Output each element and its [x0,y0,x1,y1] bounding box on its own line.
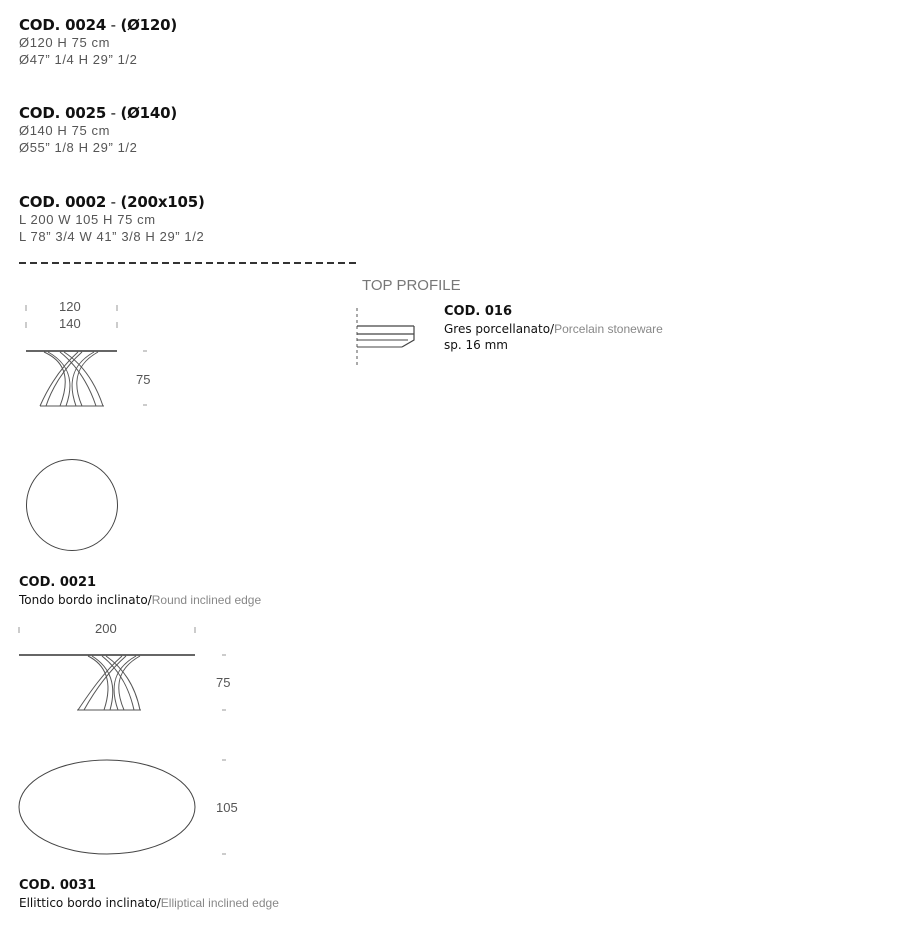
depth-105-label: 105 [216,800,238,815]
code-separator: - [106,16,121,34]
profile-code: COD. 016 [444,304,512,319]
elliptical-edge-code: COD. 0031 [19,878,97,893]
dim-metric: L 200 W 105 H 75 cm [19,212,156,227]
dim-metric: Ø120 H 75 cm [19,35,111,50]
profile-thickness: sp. 16 mm [444,338,508,352]
round-edge-code: COD. 0021 [19,575,97,590]
elliptical-edge-desc [19,896,279,910]
dim-imperial: L 78” 3/4 W 41” 3/8 H 29” 1/2 [19,229,205,244]
profile-material-en: Porcelain stoneware [554,322,663,336]
code-label: COD. 0002 [19,193,107,211]
width-120-label: 120 [59,299,81,314]
top-profile-heading: TOP PROFILE [362,277,461,294]
code-size: (Ø140) [120,104,178,122]
profile-material-it: Gres porcellanato/ [444,322,555,336]
code-size: (200x105) [120,193,205,211]
dim-metric: Ø140 H 75 cm [19,123,111,138]
code-size: (Ø120) [120,16,178,34]
length-200-label: 200 [95,621,117,636]
elliptical-edge-en: Elliptical inclined edge [160,896,279,910]
elliptical-edge-it: Ellittico bordo inclinato/ [19,896,161,910]
code-separator: - [106,104,121,122]
width-140-label: 140 [59,316,81,331]
height-75-elliptical-label: 75 [216,675,231,690]
code-label: COD. 0025 [19,104,107,122]
round-edge-it: Tondo bordo inclinato/ [19,593,152,607]
height-75-label: 75 [136,372,151,387]
dim-imperial: Ø55” 1/8 H 29” 1/2 [19,140,138,155]
code-separator: - [106,193,121,211]
dim-imperial: Ø47” 1/4 H 29” 1/2 [19,52,138,67]
code-label: COD. 0024 [19,16,107,34]
round-edge-en: Round inclined edge [151,593,262,607]
